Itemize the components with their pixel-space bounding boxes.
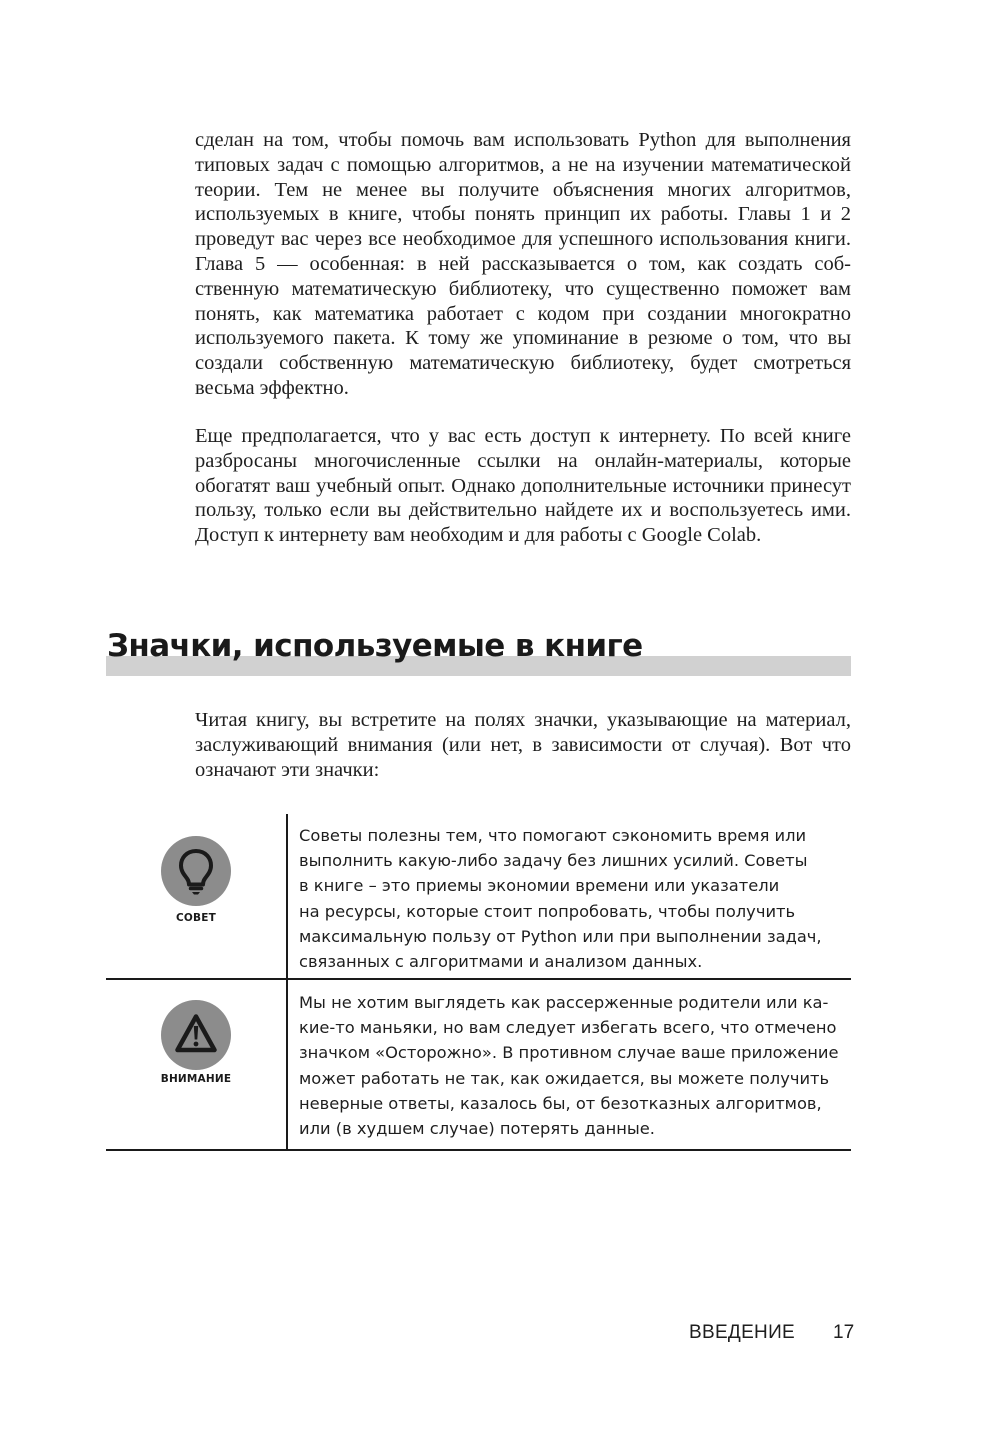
icons-table — [106, 814, 851, 1151]
lightbulb-icon — [161, 836, 231, 906]
tip-description: Советы полезны тем, что помогают сэкономить время или выполнить какую-либо задачу без лишних усилий. Советы в книге – это приемы экономии времени или указатели на ресурсы, которые стоит попробовать, чтобы получить максимальную пользу от Python или при выполнении задач, связанных с алгоритмами и анализом данных. — [299, 826, 822, 972]
paragraph-icons-intro: Читая книгу, вы встретите на полях значки, указывающие на материал, заслуживающий внимания (или нет, в зависимости от случая). Вот что означают эти значки: — [195, 709, 851, 781]
warning-triangle-icon — [161, 1000, 231, 1070]
paragraph-intro-continuation: сделан на том, чтобы помочь вам использовать Python для выполнения типовых задач с помощью алгоритмов, а не на изучении математической теории. Тем не менее вы получите объяснения многих алгоритмов, используемых в книге, чтобы понять принцип их работы. Главы 1 и 2 проведут вас через все необходимое для успешного использования книги. Глава 5 — особенная: в ней рассказывается о том, как создать собственную математическую библиотеку, что существенно поможет вам понять, как математика работает с кодом при создании многократно используемого пакета. К тому же упоминание в резюме о том, что вы создали собственную математическую библиотеку, будет смотреться весьма эффектно. — [195, 129, 851, 399]
icon-row-warning — [106, 978, 851, 1151]
icon-cell-warning — [106, 980, 286, 1149]
warning-description: Мы не хотим выглядеть как рассерженные родители или ка- кие-то маньяки, но вам следует избегать всего, что отмечено значком «Осторожно». В противном случае ваше приложение может работать не так, как ожидается, вы можете получить неверные ответы, казалось бы, от безотказных алгоритмов, или (в худшем случае) потерять данные. — [299, 993, 839, 1139]
warning-label: ВНИМАНИЕ — [160, 1073, 232, 1085]
column-divider — [286, 814, 288, 978]
page-number: 17 — [833, 1322, 855, 1343]
running-footer-title: ВВЕДЕНИЕ — [689, 1322, 796, 1343]
tip-label: СОВЕТ — [176, 912, 216, 924]
icon-cell-tip — [106, 814, 286, 978]
icon-row-tip — [106, 814, 851, 978]
column-divider — [286, 980, 288, 1149]
paragraph-internet-access: Еще предполагается, что у вас есть доступ к интернету. По всей книге разбросаны многочисленные ссылки на онлайн-материалы, которые обогатят ваш учебный опыт. Однако дополнительные источники принесут пользу, только если вы действительно найдете их и воспользуетесь ими. Доступ к интернету вам необходим и для работы с Google Colab. — [195, 425, 851, 547]
section-heading-block — [106, 622, 851, 676]
section-title: Значки, используемые в книге — [107, 628, 643, 664]
